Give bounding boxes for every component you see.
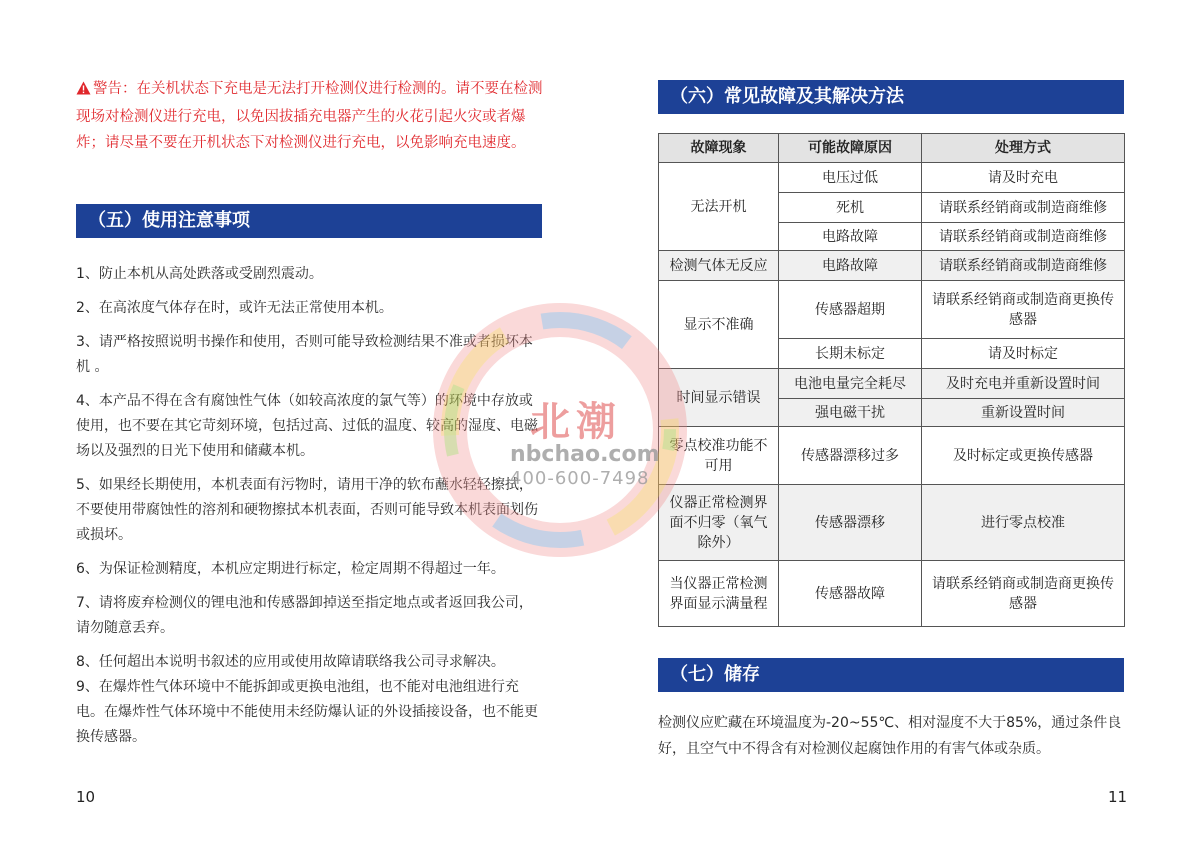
cause-cell: 电池电量完全耗尽 bbox=[779, 369, 922, 399]
usage-notes-list bbox=[76, 262, 546, 759]
action-cell: 请联系经销商或制造商更换传感器 bbox=[922, 281, 1125, 339]
column-header: 处理方式 bbox=[922, 134, 1125, 163]
fault-table bbox=[658, 133, 1125, 627]
cause-cell: 电路故障 bbox=[779, 223, 922, 251]
table-row bbox=[659, 251, 1125, 281]
cause-cell: 传感器漂移过多 bbox=[779, 427, 922, 485]
watermark-brand: 北潮 bbox=[530, 399, 622, 445]
cause-cell: 电路故障 bbox=[779, 251, 922, 281]
table-row bbox=[659, 427, 1125, 485]
table-row bbox=[659, 163, 1125, 193]
table-row bbox=[659, 369, 1125, 399]
cause-cell: 电压过低 bbox=[779, 163, 922, 193]
action-cell: 请联系经销商或制造商更换传感器 bbox=[922, 561, 1125, 627]
storage-text: 检测仪应贮藏在环境温度为-20~55℃、相对湿度不大于85%，通过条件良好，且空气中不得含有对检测仪起腐蚀作用的有害气体或杂质。 bbox=[658, 715, 1122, 757]
symptom-cell: 仪器正常检测界面不归零（氧气除外） bbox=[659, 485, 779, 561]
cause-cell: 传感器超期 bbox=[779, 281, 922, 339]
note-item: 4、本产品不得在含有腐蚀性气体（如较高浓度的氯气等）的环境中存放或使用，也不要在其它苛刻环境，包括过高、过低的温度、较高的湿度、电磁场以及强烈的日光下使用和储藏本机。 bbox=[76, 393, 538, 459]
action-cell: 请联系经销商或制造商维修 bbox=[922, 193, 1125, 223]
note-item: 7、请将废弃检测仪的锂电池和传感器卸掉送至指定地点或者返回我公司，请勿随意丢弃。 bbox=[76, 595, 533, 636]
note-item: 2、在高浓度气体存在时，或许无法正常使用本机。 bbox=[76, 300, 393, 316]
note-item: 1、防止本机从高处跌落或受剧烈震动。 bbox=[76, 266, 323, 282]
action-cell: 及时标定或更换传感器 bbox=[922, 427, 1125, 485]
page-number-right: 11 bbox=[1108, 788, 1128, 806]
section-title-faults: （六）常见故障及其解决方法 bbox=[658, 80, 1124, 114]
table-row bbox=[659, 485, 1125, 561]
page-number-left: 10 bbox=[76, 788, 96, 806]
action-cell: 及时充电并重新设置时间 bbox=[922, 369, 1125, 399]
warning-triangle-icon bbox=[76, 78, 91, 104]
cause-cell: 强电磁干扰 bbox=[779, 399, 922, 427]
action-cell: 请及时标定 bbox=[922, 339, 1125, 369]
warning-text: 警告：在关机状态下充电是无法打开检测仪进行检测的。请不要在检测现场对检测仪进行充电，以免因拔插充电器产生的火花引起火灾或者爆炸；请尽量不要在开机状态下对检测仪进行充电，以免影响充电速度。 bbox=[76, 81, 543, 151]
symptom-cell: 无法开机 bbox=[659, 163, 779, 251]
note-item: 3、请严格按照说明书操作和使用，否则可能导致检测结果不准或者损坏本机 。 bbox=[76, 334, 533, 375]
note-item: 8、任何超出本说明书叙述的应用或使用故障请联络我公司寻求解决。 bbox=[76, 654, 505, 670]
cause-cell: 传感器漂移 bbox=[779, 485, 922, 561]
table-header-row bbox=[659, 134, 1125, 163]
watermark-domain: nbchao.com bbox=[510, 442, 660, 467]
note-item: 6、为保证检测精度，本机应定期进行标定，检定周期不得超过一年。 bbox=[76, 561, 505, 577]
cause-cell: 传感器故障 bbox=[779, 561, 922, 627]
column-header: 可能故障原因 bbox=[779, 134, 922, 163]
table-row bbox=[659, 281, 1125, 339]
action-cell: 请联系经销商或制造商维修 bbox=[922, 251, 1125, 281]
symptom-cell: 零点校准功能不可用 bbox=[659, 427, 779, 485]
cause-cell: 长期未标定 bbox=[779, 339, 922, 369]
table-row bbox=[659, 561, 1125, 627]
warning-notice bbox=[76, 76, 544, 156]
watermark-phone: 400-600-7498 bbox=[510, 468, 650, 489]
symptom-cell: 检测气体无反应 bbox=[659, 251, 779, 281]
action-cell: 进行零点校准 bbox=[922, 485, 1125, 561]
symptom-cell: 时间显示错误 bbox=[659, 369, 779, 427]
symptom-cell: 当仪器正常检测界面显示满量程 bbox=[659, 561, 779, 627]
note-item: 9、在爆炸性气体环境中不能拆卸或更换电池组，也不能对电池组进行充电。在爆炸性气体环境中不能使用未经防爆认证的外设插接设备，也不能更换传感器。 bbox=[76, 679, 538, 745]
column-header: 故障现象 bbox=[659, 134, 779, 163]
action-cell: 请联系经销商或制造商维修 bbox=[922, 223, 1125, 251]
symptom-cell: 显示不准确 bbox=[659, 281, 779, 369]
action-cell: 请及时充电 bbox=[922, 163, 1125, 193]
section-title-usage-notes: （五）使用注意事项 bbox=[76, 204, 542, 238]
note-item: 5、如果经长期使用，本机表面有污物时，请用干净的软布蘸水轻轻擦拭，不要使用带腐蚀性的溶剂和硬物擦拭本机表面，否则可能导致本机表面划伤或损坏。 bbox=[76, 477, 538, 543]
cause-cell: 死机 bbox=[779, 193, 922, 223]
section-title-storage: （七）储存 bbox=[658, 658, 1124, 692]
action-cell: 重新设置时间 bbox=[922, 399, 1125, 427]
